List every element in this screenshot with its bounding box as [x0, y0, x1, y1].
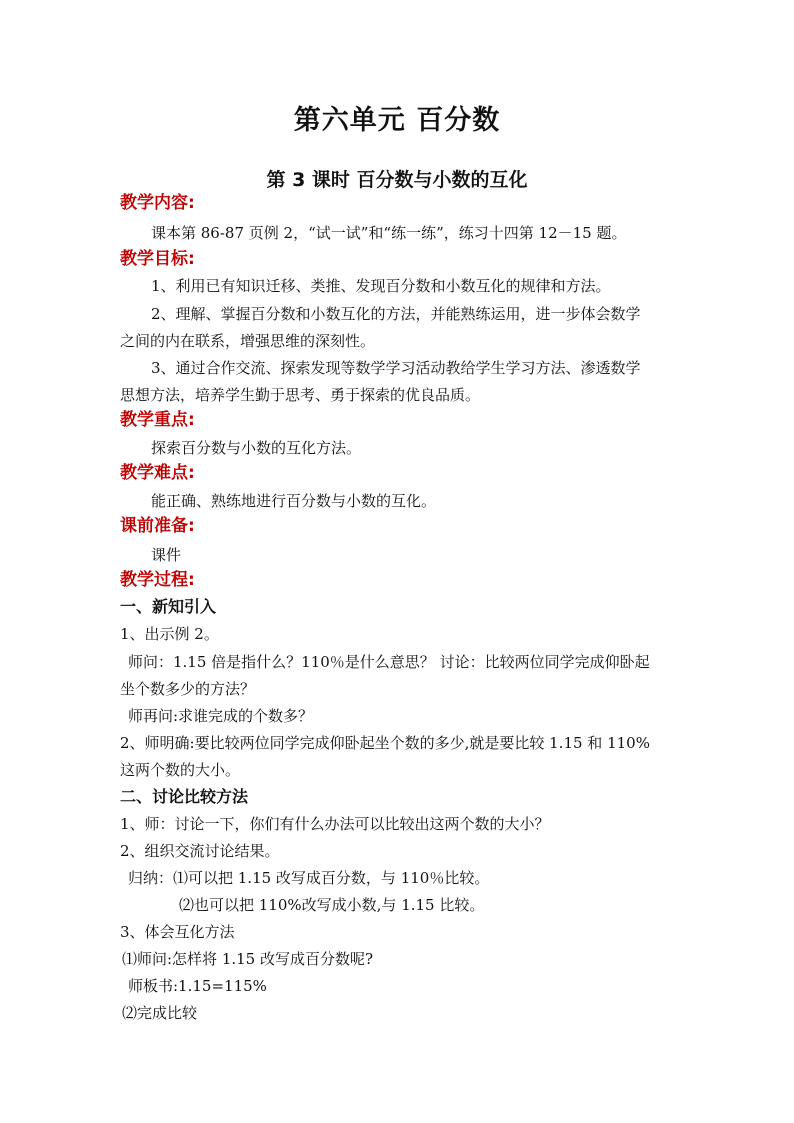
summary-2: ⑵也可以把 110%改写成小数,与 1.15 比较。: [179, 896, 485, 914]
question-1-line1: 师问：1.15 倍是指什么？110％是什么意思？ 讨论：比较两位同学完成仰卧起: [128, 653, 650, 671]
section-2-step-3: 3、体会互化方法: [120, 923, 235, 941]
section-2-heading: 二、讨论比较方法: [120, 787, 249, 806]
content-text: 课本第 86-87 页例 2，“试一试”和“练一练”，练习十四第 12－15 题。: [151, 224, 627, 242]
difficulty-text: 能正确、熟练地进行百分数与小数的互化。: [151, 492, 437, 510]
lesson-subtitle: 第 3 课时 百分数与小数的互化: [266, 169, 528, 191]
key-heading: 教学重点:: [120, 410, 195, 430]
board-writing: 师板书:1.15=115%: [128, 977, 267, 995]
objective-3-line1: 3、通过合作交流、探索发现等数学学习活动教给学生学习方法、渗透数学: [151, 359, 641, 377]
key-text: 探索百分数与小数的互化方法。: [151, 439, 362, 457]
prep-heading: 课前准备:: [120, 516, 195, 536]
process-heading: 教学过程:: [120, 570, 195, 590]
step-2-line1: 2、师明确:要比较两位同学完成仰卧起坐个数的多少,就是要比较 1.15 和 110%: [120, 734, 650, 752]
unit-title: 第六单元 百分数: [293, 105, 501, 136]
objective-2-line1: 2、理解、掌握百分数和小数互化的方法，并能熟练运用，进一步体会数学: [151, 305, 641, 323]
step-2-line2: 这两个数的大小。: [120, 761, 241, 779]
prep-text: 课件: [151, 546, 182, 564]
difficulty-heading: 教学难点:: [120, 463, 195, 483]
content-heading: 教学内容:: [120, 193, 195, 213]
objectives-heading: 教学目标:: [120, 249, 195, 269]
question-1-line2: 坐个数多少的方法？: [120, 680, 256, 698]
step-1: 1、出示例 2。: [120, 625, 219, 643]
section-1-heading: 一、新知引入: [120, 597, 217, 616]
sub-step-2: ⑵完成比较: [122, 1004, 198, 1022]
objective-1: 1、利用已有知识迁移、类推、发现百分数和小数互化的规律和方法。: [151, 277, 611, 295]
objective-2-line2: 之间的内在联系，增强思维的深刻性。: [120, 332, 376, 350]
section-2-step-2: 2、组织交流讨论结果。: [120, 842, 280, 860]
section-2-step-1: 1、师：讨论一下，你们有什么办法可以比较出这两个数的大小？: [120, 815, 550, 833]
sub-step-1: ⑴师问:怎样将 1.15 改写成百分数呢?: [122, 950, 374, 968]
objective-3-line2: 思想方法，培养学生勤于思考、勇于探索的优良品质。: [120, 386, 481, 404]
question-2: 师再问:求谁完成的个数多？: [128, 707, 314, 725]
summary-1: 归纳：⑴可以把 1.15 改写成百分数，与 110％比较。: [128, 869, 490, 887]
